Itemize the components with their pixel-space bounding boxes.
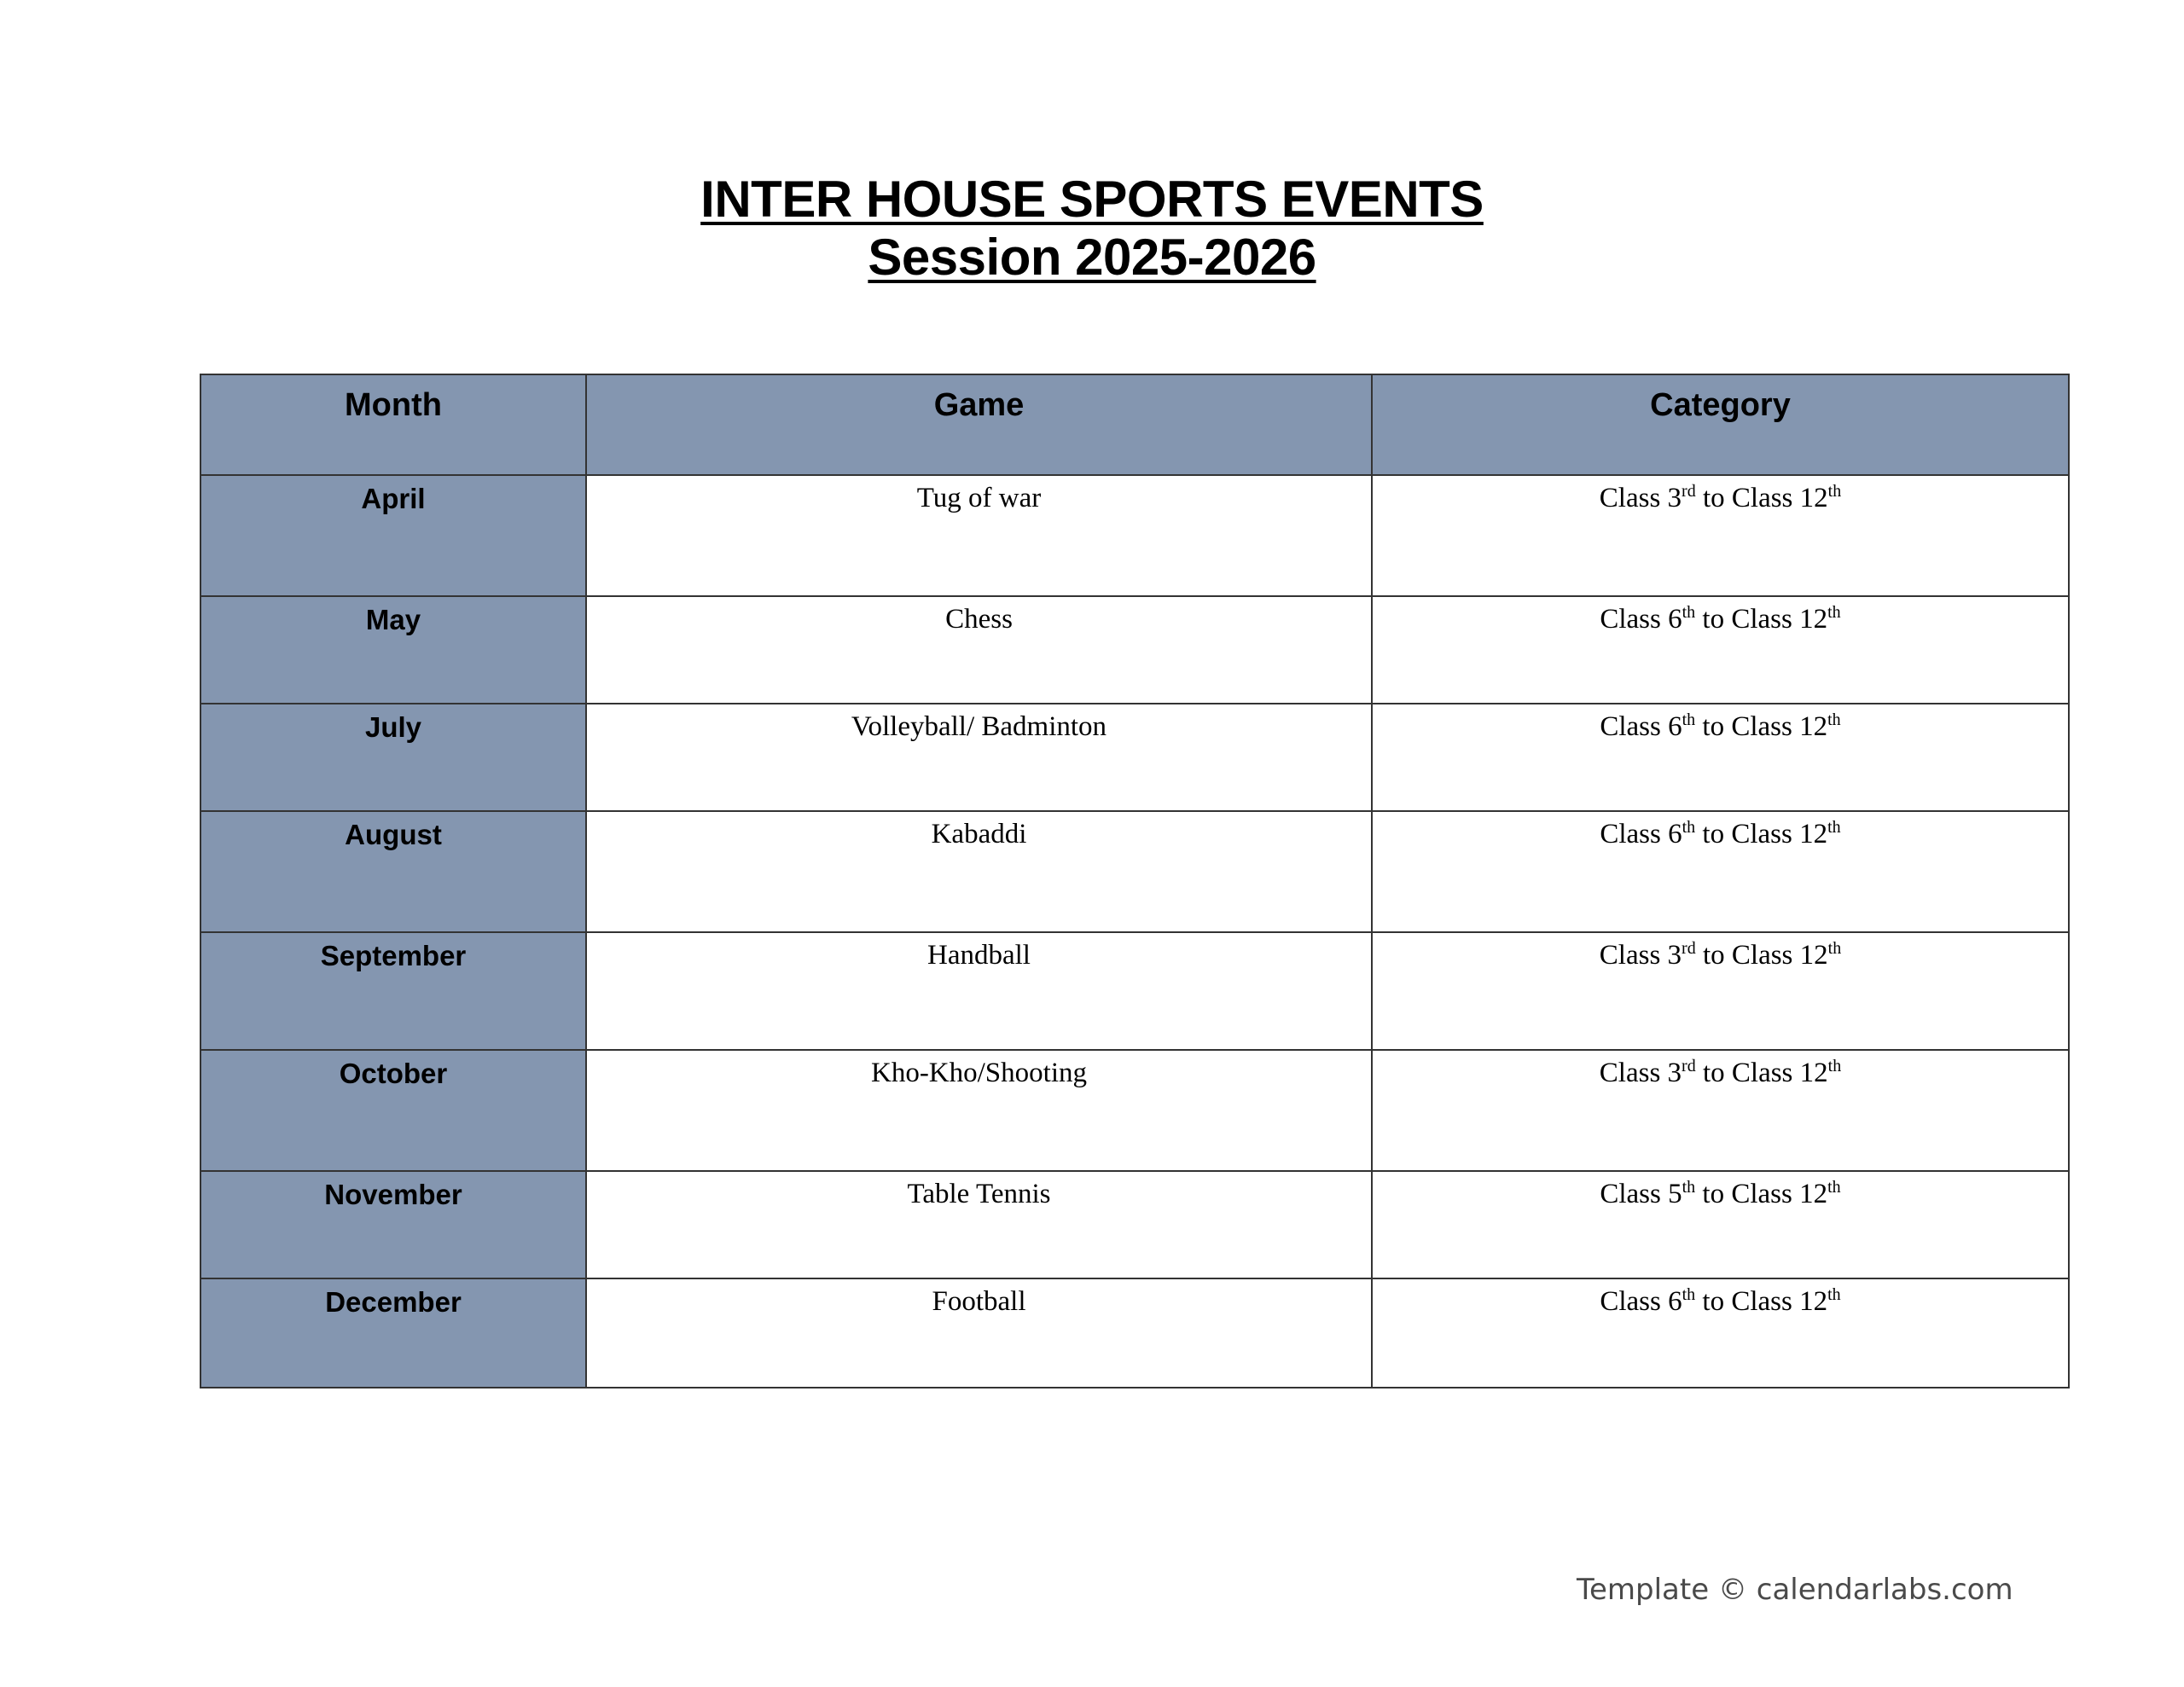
header-row: [200, 374, 2069, 475]
to-class-number: 12: [1799, 1179, 1828, 1209]
from-class-number: 3: [1667, 483, 1682, 513]
game-cell: [586, 1171, 1372, 1278]
game-cell: [586, 1050, 1372, 1171]
from-class-number: 6: [1668, 711, 1682, 742]
from-class-suffix: th: [1682, 1285, 1696, 1304]
from-class-number: 6: [1668, 1286, 1682, 1317]
category-cell: [1372, 811, 2069, 932]
category-cell: [1372, 1171, 2069, 1278]
header-month: Month: [200, 374, 586, 475]
class-word: Class: [1600, 604, 1661, 635]
game-cell: [586, 475, 1372, 596]
from-class-suffix: th: [1682, 818, 1696, 837]
to-word: to: [1702, 1058, 1725, 1088]
to-class-suffix: th: [1827, 710, 1841, 729]
game-label: Kabaddi: [931, 819, 1027, 849]
to-class-suffix: th: [1827, 603, 1841, 622]
class-word: Class: [1600, 1179, 1661, 1209]
category-cell: [1372, 1050, 2069, 1171]
class-word: Class: [1731, 604, 1792, 635]
month-cell: November: [200, 1171, 586, 1278]
header-category: Category: [1372, 374, 2069, 475]
category-cell: [1372, 932, 2069, 1050]
category-cell: [1372, 596, 2069, 704]
month-cell: October: [200, 1050, 586, 1171]
table-row: [200, 811, 2069, 932]
table-row: [200, 1278, 2069, 1388]
game-label: Football: [932, 1286, 1026, 1317]
month-cell: December: [200, 1278, 586, 1388]
month-cell: May: [200, 596, 586, 704]
from-class-number: 3: [1667, 1058, 1682, 1088]
to-class-suffix: th: [1827, 482, 1842, 501]
from-class-suffix: th: [1682, 710, 1696, 729]
to-class-number: 12: [1799, 940, 1828, 971]
class-word: Class: [1599, 940, 1661, 971]
to-class-suffix: th: [1827, 1178, 1841, 1197]
category-cell: [1372, 704, 2069, 811]
game-label: Kho-Kho/Shooting: [870, 1058, 1087, 1088]
title-line-1: INTER HOUSE SPORTS EVENTS: [700, 171, 1484, 228]
class-word: Class: [1599, 483, 1661, 513]
game-label: Tug of war: [916, 483, 1042, 513]
from-class-suffix: rd: [1682, 1057, 1696, 1075]
title-line-2: Session 2025-2026: [868, 229, 1316, 286]
from-class-suffix: rd: [1682, 482, 1696, 501]
class-word: Class: [1731, 711, 1792, 742]
from-class-suffix: th: [1682, 603, 1696, 622]
to-class-number: 12: [1799, 819, 1828, 849]
class-word: Class: [1600, 1286, 1661, 1317]
game-label: Chess: [945, 604, 1013, 635]
class-word: Class: [1599, 1058, 1661, 1088]
footer-credit: Template © calendarlabs.com: [1577, 1573, 2013, 1607]
to-word: to: [1702, 940, 1725, 971]
from-class-number: 6: [1668, 604, 1682, 635]
to-class-suffix: th: [1827, 818, 1841, 837]
table-row: [200, 932, 2069, 1050]
to-class-number: 12: [1799, 711, 1828, 742]
from-class-number: 5: [1668, 1179, 1682, 1209]
to-class-number: 12: [1799, 483, 1828, 513]
from-class-suffix: rd: [1682, 939, 1696, 958]
class-word: Class: [1600, 711, 1661, 742]
class-word: Class: [1731, 940, 1793, 971]
month-cell: September: [200, 932, 586, 1050]
to-class-number: 12: [1799, 604, 1828, 635]
from-class-suffix: th: [1682, 1178, 1696, 1197]
from-class-number: 6: [1668, 819, 1682, 849]
events-table: [200, 374, 2070, 1388]
to-word: to: [1702, 483, 1725, 513]
class-word: Class: [1731, 1286, 1792, 1317]
game-cell: [586, 596, 1372, 704]
to-class-number: 12: [1799, 1286, 1828, 1317]
game-cell: [586, 811, 1372, 932]
game-cell: [586, 932, 1372, 1050]
to-class-number: 12: [1799, 1058, 1828, 1088]
to-word: to: [1702, 1286, 1725, 1317]
to-class-suffix: th: [1827, 1285, 1841, 1304]
table-row: [200, 596, 2069, 704]
month-cell: July: [200, 704, 586, 811]
class-word: Class: [1731, 483, 1793, 513]
to-word: to: [1702, 819, 1725, 849]
document-title: [0, 171, 2184, 287]
month-cell: August: [200, 811, 586, 932]
to-word: to: [1702, 1179, 1725, 1209]
to-word: to: [1702, 604, 1725, 635]
table-row: [200, 475, 2069, 596]
to-class-suffix: th: [1827, 939, 1842, 958]
game-cell: [586, 1278, 1372, 1388]
to-class-suffix: th: [1827, 1057, 1842, 1075]
header-game: Game: [586, 374, 1372, 475]
game-label: Volleyball/ Badminton: [851, 711, 1107, 742]
month-cell: April: [200, 475, 586, 596]
game-cell: [586, 704, 1372, 811]
class-word: Class: [1731, 1058, 1793, 1088]
table-row: [200, 1050, 2069, 1171]
category-cell: [1372, 475, 2069, 596]
table-row: [200, 1171, 2069, 1278]
to-word: to: [1702, 711, 1725, 742]
class-word: Class: [1600, 819, 1661, 849]
class-word: Class: [1731, 819, 1792, 849]
category-cell: [1372, 1278, 2069, 1388]
class-word: Class: [1731, 1179, 1792, 1209]
game-label: Table Tennis: [907, 1179, 1051, 1209]
table-row: [200, 704, 2069, 811]
game-label: Handball: [927, 940, 1031, 971]
from-class-number: 3: [1667, 940, 1682, 971]
